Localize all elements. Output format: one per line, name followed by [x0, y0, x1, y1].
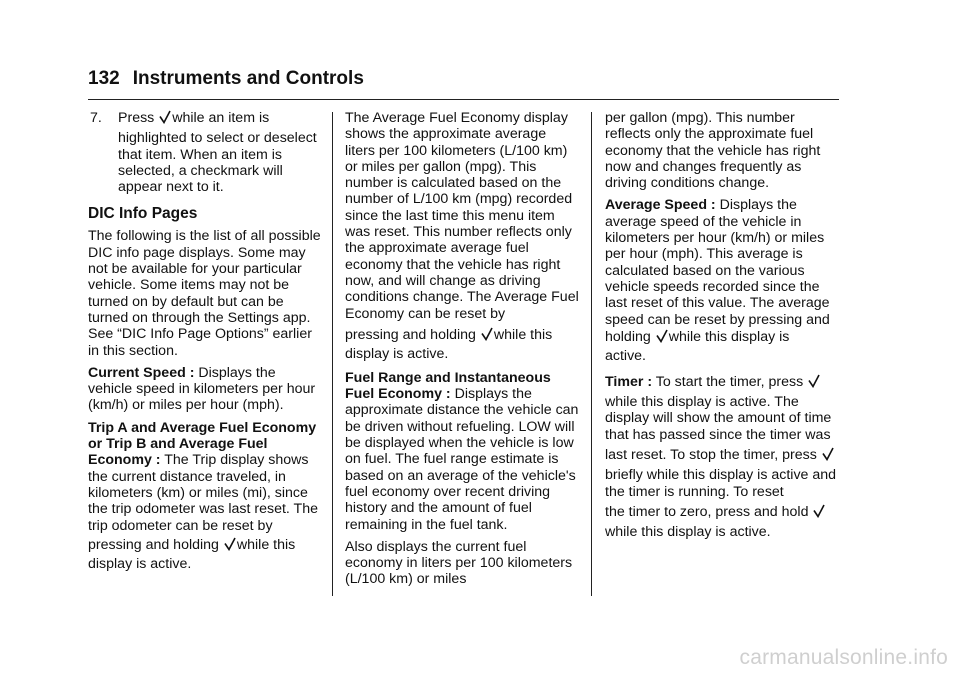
entry-trip-cont: pressing and holding while this display is active.	[88, 536, 296, 572]
entry-mpg-cont: per gallon (mpg). This number reflects only the approximate fuel economy that the vehicle has right now and changes frequently as driving conditions change.	[605, 110, 821, 192]
step-7: 7. Press while an item is highlighted to select or deselect that item. When an item is selected, a checkmark will appear next to it.	[88, 110, 322, 195]
page-number: 132	[88, 68, 120, 89]
entry-current-speed: Current Speed : Displays the vehicle speed in kilometers per hour (km/h) or miles per hour (mph).	[88, 364, 316, 414]
column-3	[605, 110, 839, 541]
header-rule	[88, 99, 839, 100]
entry-avg-fuel: The Average Fuel Economy display shows the approximate average liters per 100 kilometers (L/100 km) or miles per gallon (mpg). This number is calculated based on the number of L/100 km (mpg) recorded since the last time this menu item was reset. This number reflects only the approximate average fuel economy that the vehicle has right now, and will change as driving conditions change. The Average Fuel Economy can be reset by	[345, 110, 579, 322]
checkmark-icon	[813, 504, 825, 518]
step-text: highlighted to select or deselect that item. When an item is selected, a checkmark will appear next to it.	[118, 130, 317, 196]
column-divider	[591, 112, 592, 596]
checkmark-icon	[224, 537, 236, 551]
entry-avg-speed: Average Speed : Displays the average speed of the vehicle in kilometers per hour (km/h) or miles per hour (mph). This average is calculated based on the various vehicle speeds recorded since the last reset of this value. The average speed can be reset by pressing and	[605, 197, 830, 328]
entry-timer: Timer : To start the timer, press while this display is active. The display will show the amount of time that has passed since the timer was last reset. To stop the timer, press briefly while this display is active and the timer is running. To reset the timer to zero, press and hold while this display is active.	[605, 373, 837, 541]
entry-also-displays: Also displays the current fuel economy in liters per 100 kilometers (L/100 km) or miles	[345, 538, 573, 588]
checkmark-icon	[656, 329, 668, 343]
watermark: carmanualsonline.info	[739, 646, 948, 669]
page-header	[88, 68, 364, 90]
step-number: 7.	[90, 110, 102, 126]
entry-avg-fuel-cont: pressing and holding while this display is active.	[345, 326, 553, 362]
entry-fuel-range: Fuel Range and Instantaneous Fuel Economy : Displays the approximate distance the vehicle can be driven without refueling. LOW will be displayed when the vehicle is low on fuel. The fuel range estimate is based on an average of the vehicle's fuel economy over recent driving history and the amount of fuel remaining in the fuel tank.	[345, 369, 579, 533]
column-1	[88, 110, 322, 574]
section-intro: The following is the list of all possible DIC info page displays. Some may not be available for your particular vehicle. Some items may not be turned on by default but can be turned on through the Settings app. See “DIC Info Page Options” earlier in this section.	[88, 228, 321, 359]
entry-trip: Trip A and Average Fuel Economy or Trip B and Average Fuel Economy : The Trip display shows the current distance traveled, in kilometers (km) or miles (mi), since the trip odometer was last reset. The trip odometer can be reset by	[88, 419, 318, 534]
entry-avg-speed-cont: holding while this display is active.	[605, 328, 790, 364]
column-divider	[332, 112, 333, 596]
page-title: Instruments and Controls	[132, 68, 364, 89]
checkmark-icon	[808, 374, 820, 388]
checkmark-icon	[159, 110, 171, 124]
checkmark-icon	[822, 447, 834, 461]
checkmark-icon	[481, 327, 493, 341]
column-2	[345, 110, 579, 594]
section-heading: DIC Info Pages	[88, 205, 198, 223]
